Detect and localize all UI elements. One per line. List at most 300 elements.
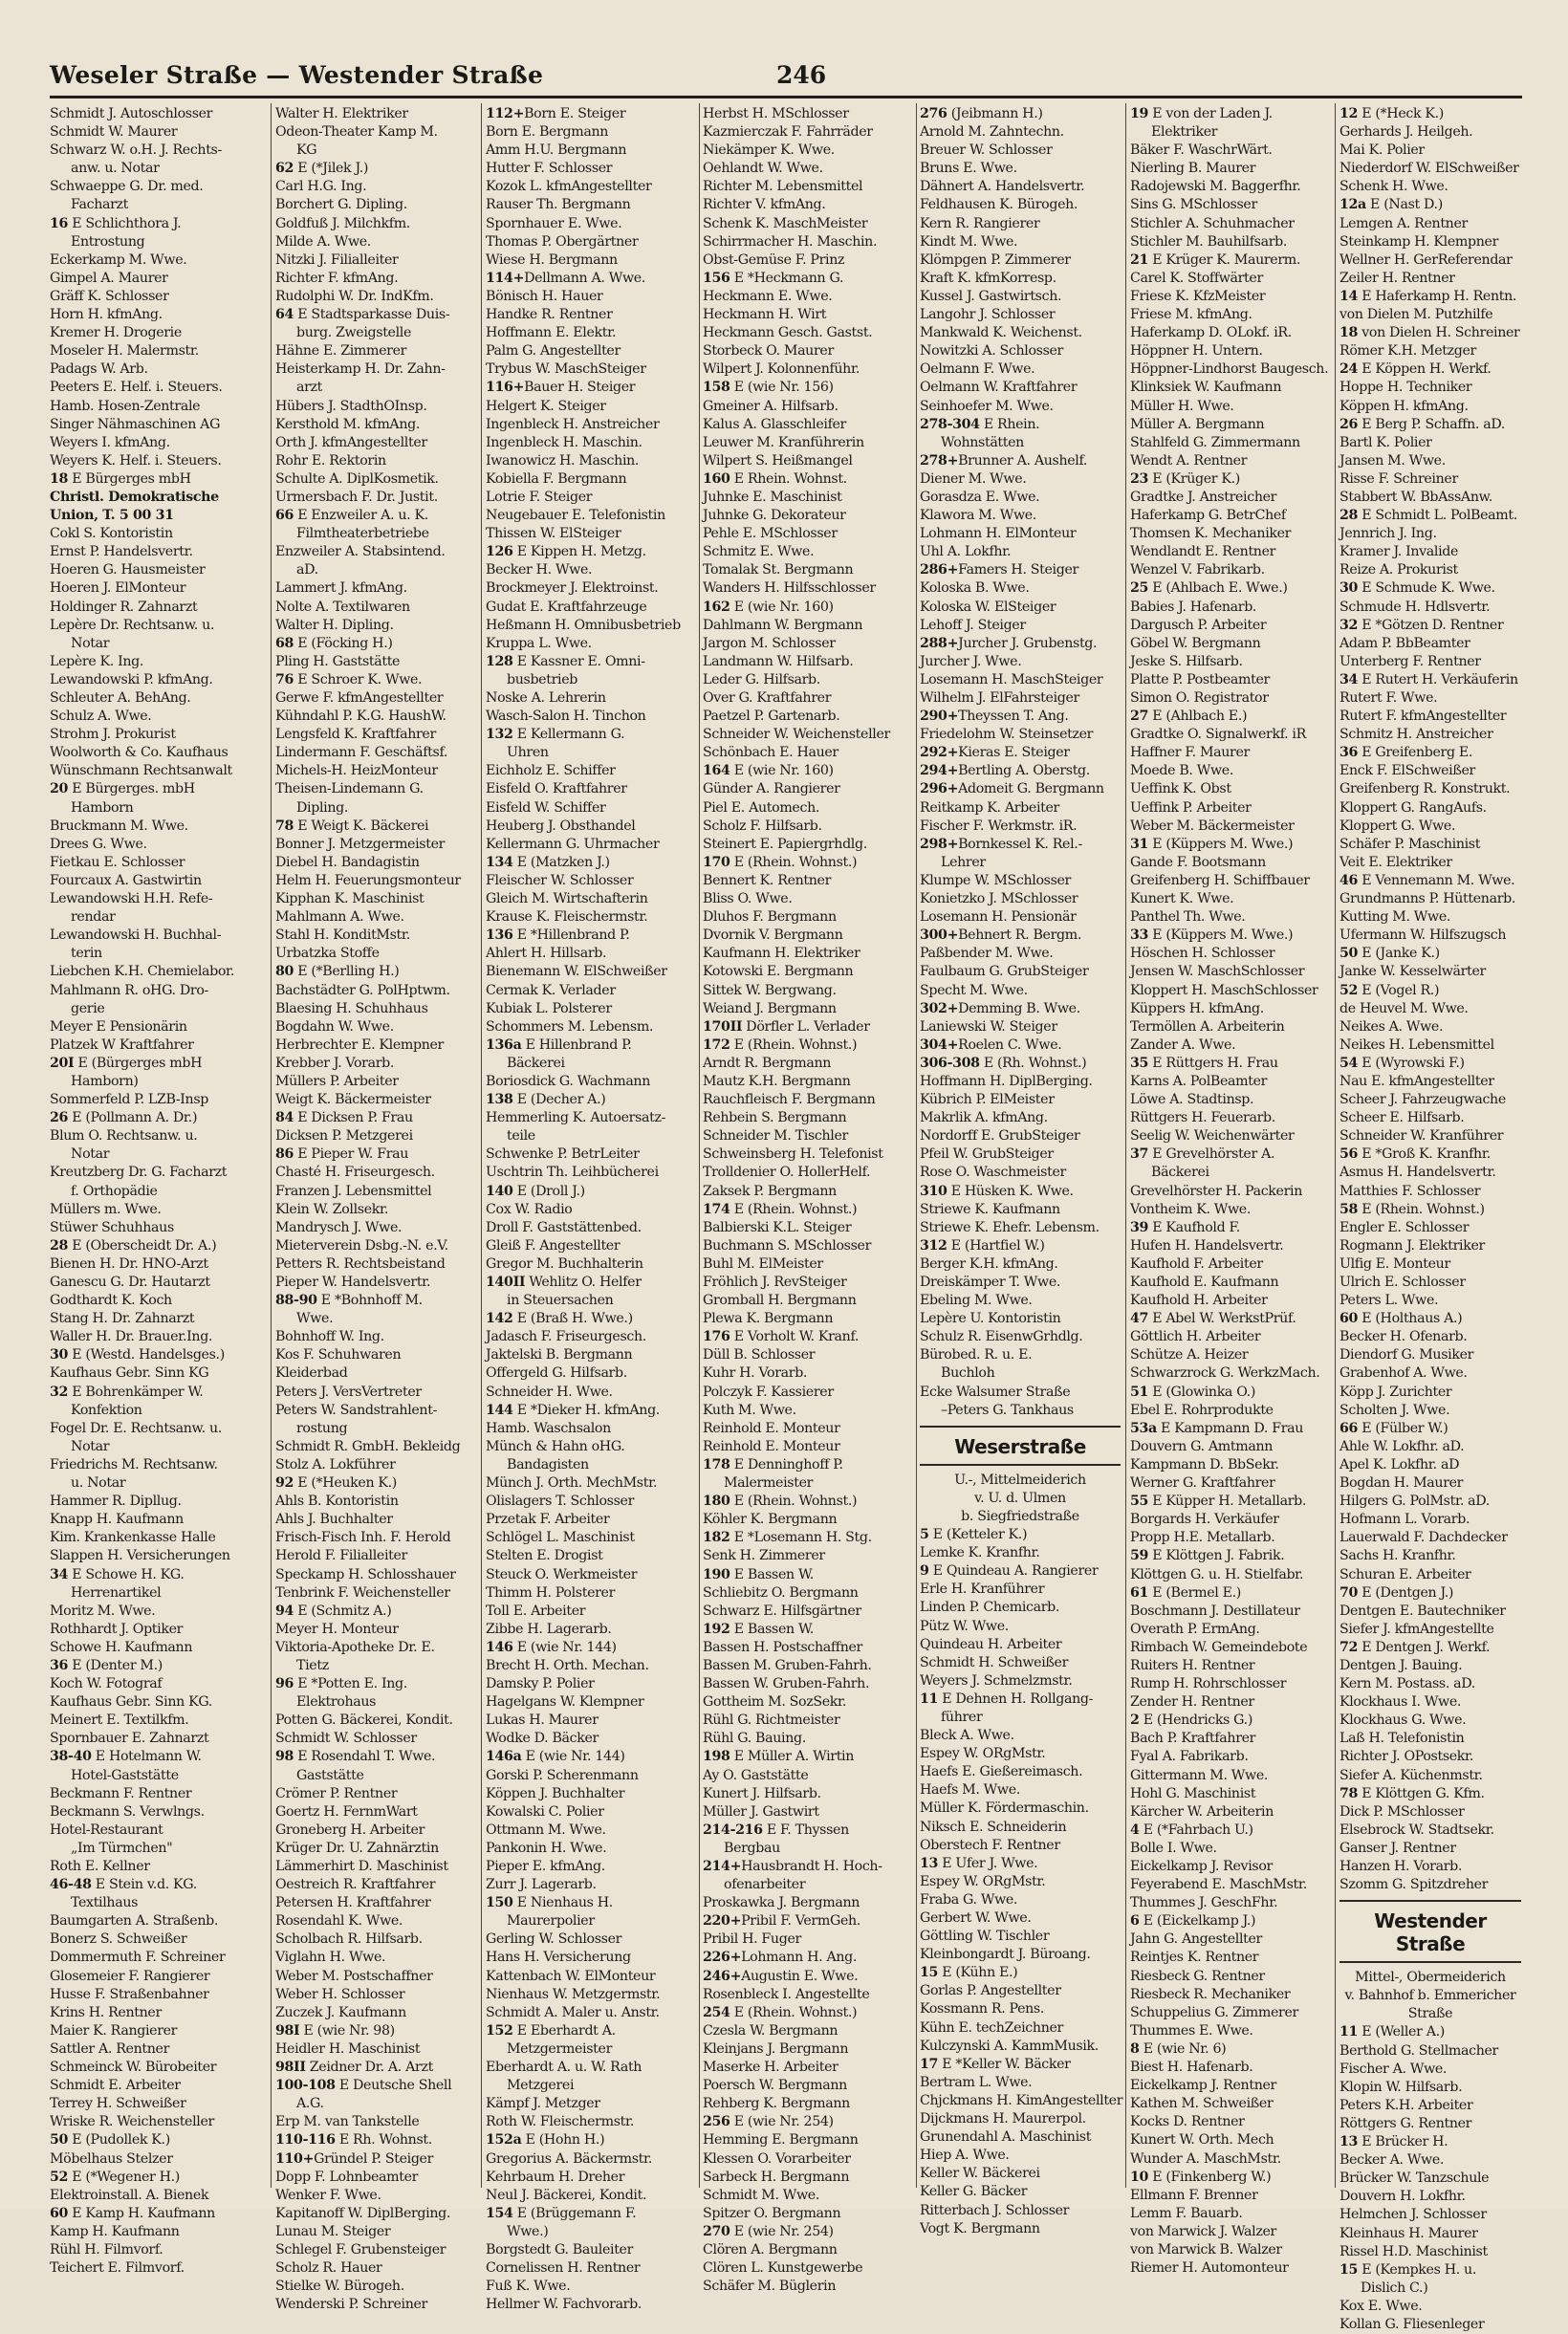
directory-line: Elektroinstall. A. Bienek xyxy=(50,2187,209,2203)
house-number-line xyxy=(50,2205,260,2223)
directory-line: Krebber J. Vorarb. xyxy=(275,1055,395,1071)
house-entry-text: Bornkessel K. Rel.- xyxy=(958,836,1082,852)
house-entry-text: E Stein v.d. KG. xyxy=(91,1877,197,1893)
directory-line: Wenderski P. Schreiner xyxy=(275,2297,427,2313)
directory-line: Teichert E. Filmvorf. xyxy=(50,2260,185,2277)
directory-line: Jansen M. Wwe. xyxy=(1339,452,1446,469)
house-number: 270 xyxy=(703,2223,730,2239)
house-number-line xyxy=(920,561,1121,579)
directory-line: Bolle I. Wwe. xyxy=(1130,1840,1217,1856)
house-number-line xyxy=(920,1691,1121,1709)
directory-line: Bennert K. Rentner xyxy=(703,872,832,888)
directory-line: Kehrbaum H. Dreher xyxy=(486,2169,625,2185)
directory-line: Kellermann G. Uhrmacher xyxy=(486,836,660,852)
directory-line: Schmidt H. Schweißer xyxy=(920,1654,1069,1670)
directory-line: Mautz K.H. Bergmann xyxy=(703,1073,851,1089)
directory-line: Kocks D. Rentner xyxy=(1130,2114,1245,2130)
directory-line: Hiep A. Wwe. xyxy=(920,2148,1010,2164)
directory-line: Nitzki J. Filialleiter xyxy=(275,251,399,268)
house-entry-text: E (wie Nr. 98) xyxy=(299,2022,395,2039)
house-entry-text: Dörfler L. Verlader xyxy=(742,1018,870,1035)
directory-line: Rudolphi W. Dr. IndKfm. xyxy=(275,288,434,304)
house-number: 64 xyxy=(275,307,294,323)
house-number-line xyxy=(703,2113,911,2131)
directory-line: Viktoria-Apotheke Dr. E. xyxy=(275,1639,435,1655)
house-entry-text: E (wie Nr. 254) xyxy=(730,2223,834,2239)
directory-line: Sarbeck H. Bergmann xyxy=(703,2169,850,2185)
directory-line: Kramer J. Invalide xyxy=(1339,544,1459,560)
house-number-line xyxy=(486,854,694,872)
directory-line: Neul J. Bäckerei, Kondit. xyxy=(486,2187,647,2203)
directory-line: Langohr J. Schlosser xyxy=(920,307,1056,323)
house-entry-text: Augustin E. Wwe. xyxy=(741,1968,859,1984)
house-number: 136 xyxy=(486,927,513,944)
directory-line: Göttlich H. Arbeiter xyxy=(1130,1329,1261,1345)
directory-line: Ahls J. Buchhalter xyxy=(275,1512,393,1528)
house-number: 27 xyxy=(1130,709,1149,725)
directory-line: Groneberg H. Arbeiter xyxy=(275,1821,425,1838)
house-number-line xyxy=(920,836,1121,854)
house-entry-text: E Schlichthora J. xyxy=(68,215,182,231)
house-entry-text: Lohmann H. Ang. xyxy=(741,1950,858,1966)
directory-line: Pieper W. Handelsvertr. xyxy=(275,1275,431,1290)
house-number: 294+ xyxy=(920,763,959,779)
house-number-line xyxy=(486,270,694,288)
house-number-line xyxy=(1130,708,1331,726)
directory-line: Schwarzrock G. WerkzMach. xyxy=(1130,1365,1320,1382)
directory-line: Bönisch H. Hauer xyxy=(486,288,603,304)
house-number: 72 xyxy=(1339,1639,1359,1655)
directory-line: Jaktelski B. Bergmann xyxy=(486,1347,633,1363)
directory-line: Balbierski K.L. Steiger xyxy=(703,1219,852,1235)
house-number: 288+ xyxy=(920,635,959,651)
directory-line: Römer K.H. Metzger xyxy=(1339,343,1476,360)
directory-line: Trolldenier O. HollerHelf. xyxy=(703,1165,871,1181)
house-number-line xyxy=(486,1639,694,1657)
column-divider xyxy=(271,103,272,2188)
directory-line: Meinert E. Textilkfm. xyxy=(50,1712,189,1729)
house-entry-text: E (Oberscheidt Dr. A.) xyxy=(68,1237,217,1254)
directory-line: Grundmanns P. Hüttenarb. xyxy=(1339,891,1516,907)
directory-line: Kim. Krankenkasse Halle xyxy=(50,1530,216,1546)
directory-line: Dentgen E. Bautechniker xyxy=(1339,1603,1506,1619)
house-entry-text: Jurcher J. Grubenstg. xyxy=(958,635,1098,651)
directory-line: Dreiskämper T. Wwe. xyxy=(920,1275,1061,1290)
directory-line-continuation: Elektriker xyxy=(1151,124,1218,141)
directory-line: Gande F. Bootsmann xyxy=(1130,854,1266,870)
house-number-line xyxy=(1339,945,1521,963)
directory-line: Espey W. ORgMstr. xyxy=(920,1873,1046,1889)
house-number: 12a xyxy=(1339,197,1366,213)
house-entry-text: E (wie Nr. 254) xyxy=(730,2114,834,2130)
directory-line-continuation: Textilhaus xyxy=(71,1895,139,1911)
house-number-line xyxy=(920,416,1121,434)
directory-line: Gmeiner A. Hilfsarb. xyxy=(703,398,838,414)
house-number-line xyxy=(703,1493,911,1511)
house-number: 9 xyxy=(920,1563,929,1580)
directory-line: Müllers P. Arbeiter xyxy=(275,1073,399,1089)
house-number-line xyxy=(275,160,476,178)
house-number-line xyxy=(1130,1219,1331,1237)
directory-line-continuation: ofenarbeiter xyxy=(724,1877,806,1893)
directory-line: Ebel E. Rohrprodukte xyxy=(1130,1402,1274,1418)
directory-line: Peeters E. Helf. i. Steuers. xyxy=(50,380,223,396)
directory-line: Lehoff J. Steiger xyxy=(920,617,1026,633)
street-section-subtitle: v. Bahnhof b. Emmericher xyxy=(1344,1988,1516,2004)
directory-line: Diebel H. Bandagistin xyxy=(275,854,420,870)
directory-line: Bonerz S. Schweißer xyxy=(50,1931,187,1948)
directory-line: Ulfig E. Monteur xyxy=(1339,1255,1450,1272)
directory-line: Schulte A. DiplKosmetik. xyxy=(275,470,439,487)
house-number: 304+ xyxy=(920,1036,959,1053)
directory-line: Gorlas P. Angestellter xyxy=(920,1983,1061,1999)
street-section-heading: Weserstraße xyxy=(920,1426,1121,1466)
directory-line: Stichler A. Schuhmacher xyxy=(1130,215,1295,231)
house-entry-text: E (*Wegener H.) xyxy=(68,2169,180,2185)
directory-line: Bachstädter G. PolHptwm. xyxy=(275,982,450,998)
directory-line: Spornbauer E. Zahnarzt xyxy=(50,1731,209,1747)
directory-line-continuation: Notar xyxy=(71,1438,110,1454)
directory-line: Cox W. Radio xyxy=(486,1201,573,1217)
directory-line: Faulbaum G. GrubSteiger xyxy=(920,964,1089,980)
directory-line: Clören L. Kunstgewerbe xyxy=(703,2260,863,2277)
house-number-line xyxy=(486,2131,694,2149)
directory-line: Makrlik A. kfmAng. xyxy=(920,1110,1048,1126)
house-number: 278+ xyxy=(920,452,959,469)
directory-line: Veit E. Elektriker xyxy=(1339,854,1452,870)
directory-line: Lauerwald F. Dachdecker xyxy=(1339,1530,1508,1546)
directory-line: Fyal A. Fabrikarb. xyxy=(1130,1749,1249,1765)
house-entry-text: E Rh. Wohnst. xyxy=(335,2132,432,2149)
directory-line-continuation: terin xyxy=(71,946,102,962)
house-number-line xyxy=(1130,1384,1331,1402)
directory-line: Dopp F. Lohnbeamter xyxy=(275,2169,419,2185)
house-number: 290+ xyxy=(920,709,959,725)
directory-line: Schwenke P. BetrLeiter xyxy=(486,1146,640,1163)
house-number-line xyxy=(1130,2169,1331,2187)
column-3 xyxy=(486,105,694,2313)
directory-line: Stichler M. Bauhilfsarb. xyxy=(1130,233,1288,250)
directory-line: Hans H. Versicherung xyxy=(486,1950,631,1966)
directory-line: Rogmann J. Elektriker xyxy=(1339,1237,1485,1254)
directory-line: Schmidt A. Maler u. Anstr. xyxy=(486,2004,660,2020)
house-number-line xyxy=(486,927,694,945)
house-number-line xyxy=(486,543,694,561)
directory-line: Schowe H. Kaufmann xyxy=(50,1639,193,1655)
directory-line: Buhl M. ElMeister xyxy=(703,1255,823,1272)
directory-line: Reinhold E. Monteur xyxy=(703,1438,840,1454)
house-entry-text: E (Brüggemann F. xyxy=(512,2205,637,2221)
directory-line: Leder G. Hilfsarb. xyxy=(703,671,820,687)
house-number-line xyxy=(1339,579,1521,598)
directory-line: Oestreich R. Kraftfahrer xyxy=(275,1877,436,1893)
directory-line: Asmus H. Handelsvertr. xyxy=(1339,1165,1496,1181)
house-number-line xyxy=(703,1748,911,1766)
directory-line: Overath P. ErmAng. xyxy=(1130,1621,1260,1637)
house-number: 66 xyxy=(275,508,294,524)
house-entry-text: E (Hendricks G.) xyxy=(1139,1712,1253,1729)
directory-line: Schenk H. Wwe. xyxy=(1339,179,1448,195)
directory-line: Petersen H. Kraftfahrer xyxy=(275,1895,431,1911)
house-number-line xyxy=(1339,288,1521,306)
directory-line: Beckmann S. Verwlngs. xyxy=(50,1803,205,1820)
house-entry-text: E (Rhein. Wohnst.) xyxy=(730,1036,858,1053)
house-number: 178 xyxy=(703,1456,730,1472)
house-entry-text: E (Bermel E.) xyxy=(1148,1584,1241,1601)
house-entry-text: von Dielen H. Schreiner xyxy=(1358,325,1520,341)
directory-line: Kunert W. Orth. Mech xyxy=(1130,2132,1274,2149)
directory-line: Krüger Dr. U. Zahnärztin xyxy=(275,1840,439,1856)
directory-line: Lepère U. Kontoristin xyxy=(920,1311,1061,1327)
directory-line: Grunendahl A. Maschinist xyxy=(920,2129,1092,2146)
directory-line: Göbel W. Bergmann xyxy=(1130,635,1261,651)
house-entry-text: E (Westd. Handelsges.) xyxy=(68,1347,225,1363)
house-number: 152 xyxy=(486,2022,513,2039)
directory-line: Bogdan H. Maurer xyxy=(1339,1475,1464,1492)
directory-line: Grabenhof A. Wwe. xyxy=(1339,1365,1468,1382)
directory-line: Feyerabend E. MaschMstr. xyxy=(1130,1877,1307,1893)
house-entry-text: E (*Heck K.) xyxy=(1358,106,1444,121)
house-number: 30 xyxy=(1339,580,1359,597)
directory-line: Meyer H. Monteur xyxy=(275,1621,399,1637)
house-number-line xyxy=(486,653,694,671)
directory-line: Milde A. Wwe. xyxy=(275,233,371,250)
house-number-line xyxy=(50,470,260,489)
directory-line: Kremer H. Drogerie xyxy=(50,325,182,341)
directory-line: Kindt M. Wwe. xyxy=(920,233,1018,250)
directory-line: Hammer R. Dipllug. xyxy=(50,1494,182,1510)
directory-line: Kutting M. Wwe. xyxy=(1339,909,1451,926)
directory-line: Holdinger R. Zahnarzt xyxy=(50,599,198,615)
directory-line-continuation: aD. xyxy=(296,562,318,578)
house-entry-text: E *Keller W. Bäcker xyxy=(938,2056,1071,2072)
directory-line: Ingenbleck H. Anstreicher xyxy=(486,416,660,432)
page-header xyxy=(50,57,1522,96)
directory-line: Plewa K. Bergmann xyxy=(703,1311,834,1327)
house-number: 176 xyxy=(703,1329,730,1345)
directory-line: Schenk K. MaschMeister xyxy=(703,215,868,231)
house-number-line xyxy=(50,1657,260,1675)
directory-line: Steinkamp H. Klempner xyxy=(1339,233,1499,250)
directory-line: Nolte A. Textilwaren xyxy=(275,599,410,615)
directory-line: Konietzko J. MSchlosser xyxy=(920,891,1078,907)
directory-line: Linden P. Chemicarb. xyxy=(920,1600,1060,1616)
directory-line: Ulrich E. Schlosser xyxy=(1339,1275,1466,1290)
house-entry-text: E Köppen H. Werkf. xyxy=(1358,361,1492,378)
house-number: 55 xyxy=(1130,1494,1149,1510)
house-number-line xyxy=(703,270,911,288)
directory-line: Rose O. Waschmeister xyxy=(920,1165,1066,1181)
directory-line: Wanders H. Hilfsschlosser xyxy=(703,580,876,597)
house-number: 134 xyxy=(486,854,513,870)
directory-line: Pling H. Gaststätte xyxy=(275,653,401,669)
directory-line: Keller W. Bäckerei xyxy=(920,2166,1040,2182)
directory-line: Hohl G. Maschinist xyxy=(1130,1785,1256,1801)
column-5 xyxy=(920,105,1123,2236)
directory-line: Peters J. VersVertreter xyxy=(275,1384,422,1400)
directory-line: Unterberg F. Rentner xyxy=(1339,653,1481,669)
directory-line: Wiese H. Bergmann xyxy=(486,251,618,268)
house-entry-text: E Pieper W. Frau xyxy=(294,1146,409,1163)
house-number: 39 xyxy=(1130,1219,1149,1235)
house-number: 98 xyxy=(275,1749,294,1765)
directory-line: Gerwe F. kfmAngestellter xyxy=(275,690,444,706)
directory-line: Rutert F. kfmAngestellter xyxy=(1339,709,1507,725)
directory-line: Klockhaus G. Wwe. xyxy=(1339,1712,1467,1729)
directory-line: Keller G. Bäcker xyxy=(920,2184,1028,2200)
directory-line: Gleiß F. Angestellter xyxy=(486,1237,621,1254)
house-entry-text: E Schroer K. Wwe. xyxy=(294,671,423,687)
house-number: 32 xyxy=(1339,617,1359,633)
directory-line: Cornelissen H. Rentner xyxy=(486,2260,641,2277)
house-number-line xyxy=(1130,1055,1331,1073)
directory-line: Apel K. Lokfhr. aD xyxy=(1339,1456,1460,1472)
house-number-line xyxy=(920,2056,1121,2074)
directory-line: Kern R. Rangierer xyxy=(920,215,1040,231)
house-number: 174 xyxy=(703,1201,730,1217)
directory-line: Zibbe H. Lagerarb. xyxy=(486,1621,612,1637)
directory-line: Fleischer W. Schlosser xyxy=(486,872,634,888)
directory-line: Weyers I. kfmAng. xyxy=(50,434,170,450)
house-number: 154 xyxy=(486,2205,513,2221)
house-entry-text: E Rosendahl T. Wwe. xyxy=(294,1749,436,1765)
house-entry-text: E (Rhein. Wohnst.) xyxy=(730,1201,858,1217)
house-number-line xyxy=(703,599,911,617)
house-number-line xyxy=(1339,1055,1521,1073)
house-entry-text: Pribil F. VermGeh. xyxy=(741,1913,860,1930)
directory-line: Schmeinck W. Bürobeiter xyxy=(50,2060,217,2076)
directory-line: Heuberg J. Obsthandel xyxy=(486,818,636,834)
house-number-line xyxy=(1130,1547,1331,1565)
directory-line: Schirrmacher H. Maschin. xyxy=(703,233,878,250)
house-number: 18 xyxy=(1339,325,1359,341)
directory-line: Uhl A. Lokfhr. xyxy=(920,544,1012,560)
directory-line: Platte P. Postbeamter xyxy=(1130,671,1270,687)
house-number: 298+ xyxy=(920,836,959,852)
house-entry-text: E Schmude K. Wwe. xyxy=(1358,580,1495,597)
directory-line: Maserke H. Arbeiter xyxy=(703,2060,838,2076)
directory-line: Bienen H. Dr. HNO-Arzt xyxy=(50,1255,208,1272)
directory-line: Weyers K. Helf. i. Steuers. xyxy=(50,452,222,469)
directory-line: Thissen W. ElSteiger xyxy=(486,526,621,542)
directory-line: Eickelkamp J. Revisor xyxy=(1130,1859,1273,1874)
directory-line: Richter J. OPostsekr. xyxy=(1339,1749,1474,1765)
house-number: 20I xyxy=(50,1055,75,1071)
directory-line: Chjckmans H. KimAngestellter xyxy=(920,2092,1123,2108)
house-number: 146 xyxy=(486,1639,513,1655)
directory-line: Müller A. Bergmann xyxy=(1130,416,1265,432)
directory-line-continuation: Bäckerei xyxy=(507,1055,565,1071)
directory-line: Mieterverein Dsbg.-N. e.V. xyxy=(275,1237,448,1254)
directory-line: Ahle W. Lokfhr. aD. xyxy=(1339,1438,1465,1454)
house-number-line xyxy=(50,1237,260,1255)
house-entry-text: E (wie Nr. 160) xyxy=(730,763,834,779)
directory-line: Wellner H. GerReferendar xyxy=(1339,251,1513,268)
directory-line: Zander A. Wwe. xyxy=(1130,1036,1236,1053)
directory-line: Sittek W. Bergwang. xyxy=(703,982,837,998)
column-divider xyxy=(916,103,917,2188)
directory-line-continuation: rostung xyxy=(296,1420,348,1436)
directory-line: Zuczek J. Kaufmann xyxy=(275,2004,406,2020)
house-number: 70 xyxy=(1339,1584,1359,1601)
house-entry-text: E *Potten E. Ing. xyxy=(294,1676,407,1692)
house-entry-text: E Müller A. Wirtin xyxy=(730,1749,855,1765)
house-entry-text: E Stadtsparkasse Duis- xyxy=(294,307,450,323)
directory-line: de Heuvel M. Wwe. xyxy=(1339,1000,1469,1016)
directory-line: Wunder A. MaschMstr. xyxy=(1130,2150,1281,2167)
house-number: 53a xyxy=(1130,1420,1157,1436)
directory-line: Zaksek P. Bergmann xyxy=(703,1183,837,1199)
directory-line: Schwarz E. Hilfsgärtner xyxy=(703,1603,861,1619)
directory-line: von Marwick J. Walzer xyxy=(1130,2223,1276,2239)
house-number-line xyxy=(486,1402,694,1420)
directory-line: Schmidt J. Autoschlosser xyxy=(50,106,213,121)
directory-line: Jeske S. Hilfsarb. xyxy=(1130,653,1243,669)
house-entry-text: E (wie Nr. 6) xyxy=(1139,2040,1227,2057)
house-number-line xyxy=(1130,1821,1331,1840)
house-number-line xyxy=(275,1145,476,1164)
directory-line-continuation: in Steuersachen xyxy=(507,1293,614,1309)
house-number: 302+ xyxy=(920,1000,959,1016)
directory-line: Stang H. Dr. Zahnarzt xyxy=(50,1311,195,1327)
directory-line: Reintjes K. Rentner xyxy=(1130,1950,1259,1966)
directory-line: Lepère K. Ing. xyxy=(50,653,144,669)
directory-line: Weber M. Postschaffner xyxy=(275,1968,433,1984)
directory-line: Hanzen H. Vorarb. xyxy=(1339,1859,1463,1874)
directory-line: Ruiters H. Rentner xyxy=(1130,1657,1255,1673)
directory-line: Vogt K. Bergmann xyxy=(920,2220,1040,2236)
directory-line: Oelmann F. Wwe. xyxy=(920,361,1035,378)
directory-line: Mahlmann R. oHG. Dro- xyxy=(50,982,208,998)
directory-line: Senk H. Zimmerer xyxy=(703,1548,825,1564)
house-number-line xyxy=(486,1091,694,1109)
directory-line: Specht M. Wwe. xyxy=(920,982,1028,998)
house-entry-text: E Hillenbrand P. xyxy=(521,1036,632,1053)
house-number: 78 xyxy=(1339,1785,1359,1801)
directory-line: Elsebrock W. Stadtsekr. xyxy=(1339,1821,1494,1838)
directory-line: Peters W. Sandstrahlent- xyxy=(275,1402,438,1418)
directory-line: Ay O. Gaststätte xyxy=(703,1767,809,1783)
house-number-line xyxy=(275,306,476,324)
house-entry-text: Adomeit G. Bergmann xyxy=(958,781,1104,797)
directory-line: Weyers J. Schmelzmstr. xyxy=(920,1672,1073,1689)
directory-line: Dluhos F. Bergmann xyxy=(703,909,837,926)
house-number: 23 xyxy=(1130,470,1149,487)
house-number-line xyxy=(275,1675,476,1693)
directory-line: Czesla W. Bergmann xyxy=(703,2022,838,2039)
directory-line: Hamb. Hosen-Zentrale xyxy=(50,398,201,414)
house-number-line xyxy=(1130,927,1331,945)
house-number: 158 xyxy=(703,380,730,396)
directory-line: Walter H. Dipling. xyxy=(275,617,394,633)
house-entry-text: E (Wyrowski F.) xyxy=(1358,1055,1465,1071)
house-number-line xyxy=(1339,1201,1521,1219)
directory-line: Wendt A. Rentner xyxy=(1130,452,1248,469)
house-entry-text: E Brücker H. xyxy=(1358,2134,1448,2150)
directory-line-continuation: Hamborn xyxy=(71,799,134,816)
house-entry-text: E (wie Nr. 160) xyxy=(730,599,834,615)
house-number-line xyxy=(275,1603,476,1621)
directory-line: Schmidt W. Schlosser xyxy=(275,1731,417,1747)
directory-line: Weber M. Bäckermeister xyxy=(1130,818,1295,834)
directory-line: Nau E. kfmAngestellter xyxy=(1339,1073,1494,1089)
house-number: 92 xyxy=(275,1475,294,1492)
directory-line: Enzweiler A. Stabsintend. xyxy=(275,544,446,560)
column-6 xyxy=(1130,105,1331,2277)
directory-line: Ecke Walsumer Straße xyxy=(920,1384,1071,1400)
directory-line: Heisterkamp H. Dr. Zahn- xyxy=(275,361,446,378)
house-number-line xyxy=(1339,1145,1521,1164)
